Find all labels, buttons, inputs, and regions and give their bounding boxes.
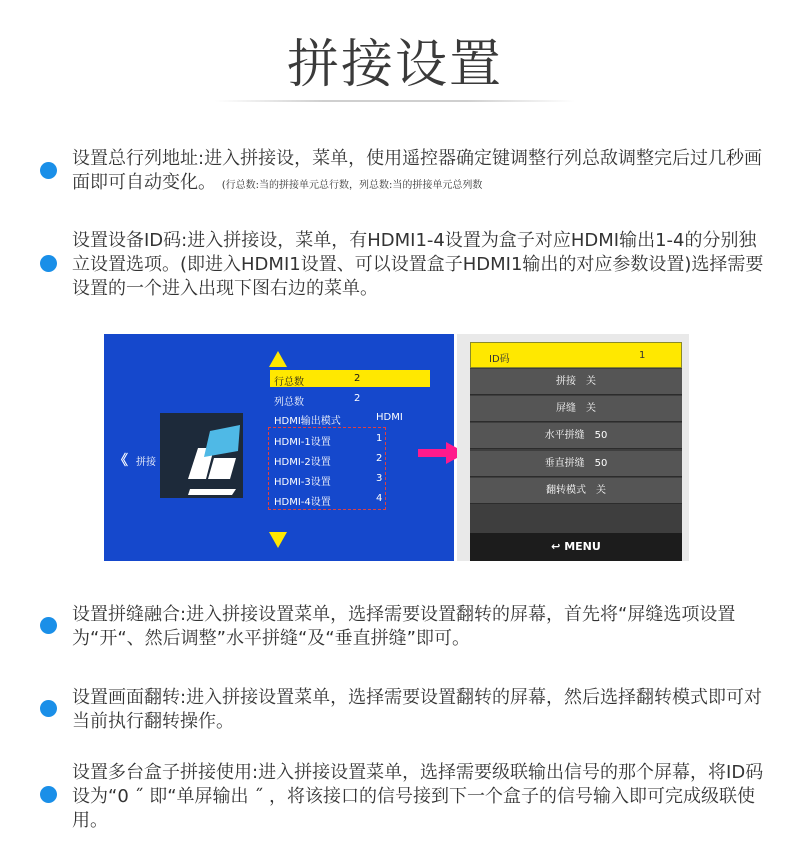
return-arrow-icon: ↩ (551, 540, 561, 553)
section-2 (72, 229, 772, 301)
section-5 (72, 761, 772, 833)
section-5-text: 设置多台盒子拼接使用:进入拼接设置菜单，选择需要级联输出信号的那个屏幕，将ID码设为“0 ˝ 即“单屏输出 ˝ ，将该接口的信号接到下一个盒子的信号输入即可完成级联使用。 (72, 762, 764, 831)
menu-row-hdmi-1[interactable]: HDMI-1设置 1 (274, 433, 383, 448)
bullet-icon (40, 617, 57, 634)
bullet-icon (40, 162, 57, 179)
bullet-icon (40, 786, 57, 803)
section-3 (72, 603, 772, 651)
section-4 (72, 686, 772, 734)
section-2-text: 设置设备ID码:进入拼接设，菜单，有HDMI1-4设置为盒子对应HDMI输出1-4的分别独立设置选项。(即进入HDMI1设置、可以设置盒子HDMI1输出的对应参数设置)选择需要设置的一个进入出现下图右边的菜单。 (72, 230, 764, 299)
section-1 (72, 147, 772, 198)
submenu-row-h-seam[interactable]: 水平拼缝 50 (470, 423, 682, 449)
section-4-text: 设置画面翻转:进入拼接设置菜单，选择需要设置翻转的屏幕，然后选择翻转模式即可对当前执行翻转操作。 (72, 687, 763, 732)
submenu-row-flip[interactable]: 翻转模式 关 (470, 478, 682, 504)
section-1-text: 设置总行列地址:进入拼接设，菜单，使用遥控器确定键调整行列总敌调整完后过几秒画面即可自动变化。 (72, 148, 763, 193)
screen-nav-label: 拼接 (136, 457, 156, 468)
down-arrow-icon (269, 532, 287, 548)
page-title: 拼接设置 (286, 35, 503, 95)
submenu-row-v-seam[interactable]: 垂直拼缝 50 (470, 451, 682, 477)
submenu-row-seam[interactable]: 屏缝 关 (470, 396, 682, 422)
submenu-id-row[interactable]: ID码 1 (470, 342, 682, 368)
chevron-left-icon: 《 (114, 453, 128, 469)
menu-row-rows[interactable]: 行总数 2 (270, 370, 430, 387)
splice-icon (160, 413, 243, 498)
menu-row-hdmi-4[interactable]: HDMI-4设置 4 (274, 493, 383, 508)
bullet-icon (40, 255, 57, 272)
section-3-text: 设置拼缝融合:进入拼接设置菜单，选择需要设置翻转的屏幕，首先将“屏缝选项设置为“开“、然后调整”水平拼缝“及“垂直拼缝”即可。 (72, 604, 736, 649)
menu-row-cols[interactable]: 列总数 2 (274, 393, 361, 408)
submenu-row-splice[interactable]: 拼接 关 (470, 369, 682, 395)
bullet-icon (40, 700, 57, 717)
title-divider (215, 100, 575, 102)
menu-row-hdmi-2[interactable]: HDMI-2设置 2 (274, 453, 383, 468)
menu-row-hdmi-mode[interactable]: HDMI输出模式 HDMI (274, 412, 403, 427)
section-1-note: (行总数:当的拼接单元总行数，列总数:当的拼接单元总列数 (221, 180, 483, 191)
up-arrow-icon (269, 351, 287, 367)
menu-return-button[interactable]: ↩ MENU (470, 533, 682, 561)
menu-row-hdmi-3[interactable]: HDMI-3设置 3 (274, 473, 383, 488)
